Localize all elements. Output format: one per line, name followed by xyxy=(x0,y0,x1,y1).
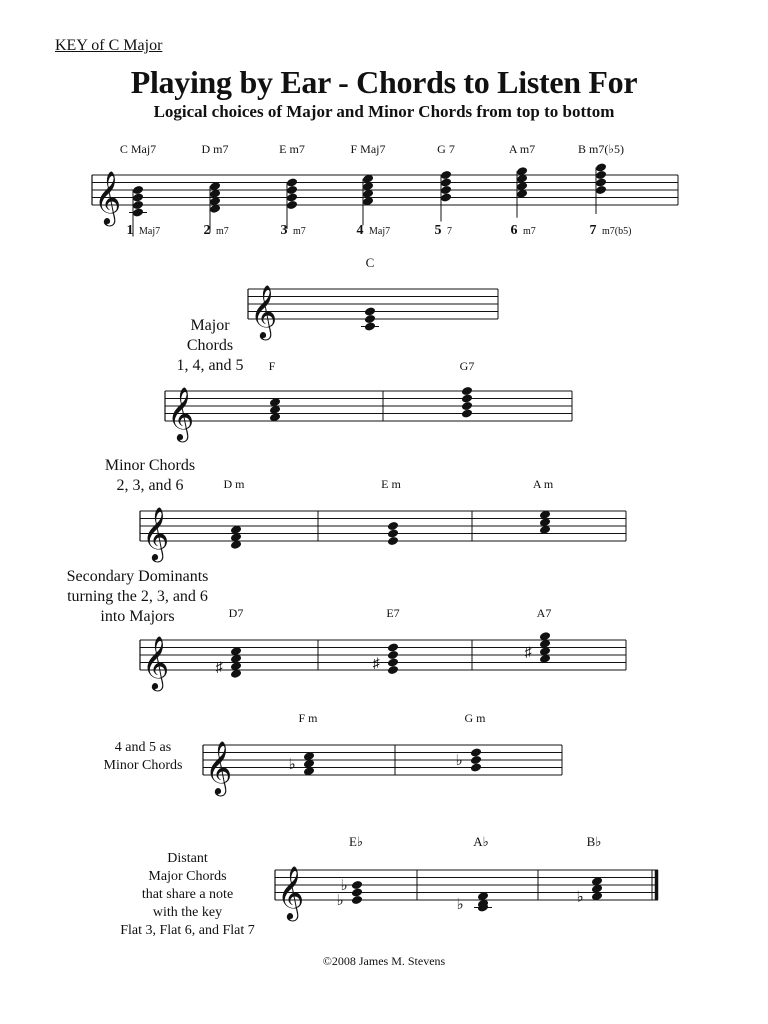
staves xyxy=(92,162,678,921)
notehead xyxy=(470,755,482,765)
label-line: Secondary Dominants xyxy=(66,568,209,585)
treble-clef-icon: 𝄞 xyxy=(277,867,305,918)
label-line: Distant xyxy=(167,851,208,866)
chord-name: C Maj7 xyxy=(119,142,157,156)
notehead xyxy=(461,408,473,418)
notehead xyxy=(286,200,298,210)
notehead xyxy=(286,192,298,202)
notehead xyxy=(132,200,144,210)
chord-name: E7 xyxy=(386,606,400,620)
scale-degree-numeral: 7 xyxy=(589,223,597,238)
notehead xyxy=(595,185,607,195)
notehead xyxy=(387,521,399,531)
notehead xyxy=(364,314,376,324)
chord-name: E♭ xyxy=(348,834,364,849)
label-line: Major Chords xyxy=(148,869,227,884)
chord xyxy=(456,891,492,913)
chord-quality: Maj7 xyxy=(369,226,391,237)
minor45-chord-names xyxy=(298,711,486,725)
chord-name: D m xyxy=(223,477,245,491)
chord-quality: Maj7 xyxy=(139,226,161,237)
notehead xyxy=(461,386,473,396)
page-subtitle: Logical choices of Major and Minor Chords from top to bottom xyxy=(153,102,615,121)
chord xyxy=(288,751,315,776)
staff xyxy=(203,741,562,796)
sharp-icon: ♯ xyxy=(215,660,223,676)
label-line: into Majors xyxy=(100,608,175,625)
label-line: Minor Chords xyxy=(104,457,196,474)
notehead xyxy=(387,665,399,675)
page-title: Playing by Ear - Chords to Listen For xyxy=(130,64,638,100)
chord-name: A♭ xyxy=(473,834,489,849)
chord-name: D7 xyxy=(228,606,244,620)
chord-quality: m7(b5) xyxy=(602,226,632,237)
chord xyxy=(576,876,603,905)
treble-clef-icon: 𝄞 xyxy=(94,172,122,223)
label-line: Flat 3, Flat 6, and Flat 7 xyxy=(120,923,255,938)
notehead xyxy=(132,192,144,202)
notehead xyxy=(440,185,452,195)
chord-quality: m7 xyxy=(293,226,306,237)
chord xyxy=(516,166,528,218)
chord xyxy=(595,162,607,214)
treble-clef-icon: 𝄞 xyxy=(250,286,278,337)
flat-icon: ♭ xyxy=(340,878,348,894)
chord-quality: m7 xyxy=(216,226,229,237)
distant-chord-names xyxy=(349,834,601,849)
notehead xyxy=(595,170,607,180)
notehead xyxy=(440,192,452,202)
chord-name: G 7 xyxy=(437,142,455,156)
diatonic-chord-names xyxy=(120,142,624,156)
notehead xyxy=(132,185,144,195)
staff xyxy=(165,386,572,442)
flat-icon: ♭ xyxy=(576,889,584,906)
notehead xyxy=(470,747,482,757)
chord-name: G m xyxy=(464,711,486,725)
notehead xyxy=(286,177,298,187)
sharp-icon: ♯ xyxy=(524,645,532,661)
diatonic-numerals xyxy=(127,223,632,238)
flat-icon: ♭ xyxy=(455,753,463,769)
notehead xyxy=(470,762,482,772)
treble-clef-icon: 𝄞 xyxy=(142,508,170,559)
chord-name: G7 xyxy=(459,359,475,373)
notehead xyxy=(364,306,376,316)
chord-name: A7 xyxy=(536,606,552,620)
notehead xyxy=(461,401,473,411)
chord-name: D m7 xyxy=(201,142,229,156)
chord xyxy=(362,174,374,226)
label-line: that share a note xyxy=(141,887,234,902)
secondary-chord-names xyxy=(229,606,552,620)
treble-clef-icon: 𝄞 xyxy=(167,388,195,439)
sharp-icon: ♯ xyxy=(372,656,380,672)
chord-name: F m xyxy=(298,711,318,725)
chord-quality: m7 xyxy=(523,226,536,237)
treble-clef-icon: 𝄞 xyxy=(205,742,233,793)
chord-name: F Maj7 xyxy=(350,142,386,156)
notehead xyxy=(461,393,473,403)
scale-degree-numeral: 1 xyxy=(126,223,134,238)
chord xyxy=(440,170,452,222)
chord xyxy=(269,397,281,422)
chord-name: A m xyxy=(532,477,554,491)
chord xyxy=(336,878,363,909)
scale-degree-numeral: 6 xyxy=(510,223,518,238)
staff xyxy=(275,866,658,921)
notehead xyxy=(351,895,363,905)
notehead xyxy=(286,185,298,195)
notehead xyxy=(595,177,607,187)
label-line: 1, 4, and 5 xyxy=(176,357,244,374)
notehead xyxy=(132,207,144,217)
flat-icon: ♭ xyxy=(336,893,344,909)
notehead xyxy=(387,642,399,652)
notehead xyxy=(440,170,452,180)
staff xyxy=(140,631,626,691)
chord-name: C xyxy=(365,255,375,270)
chord-name: E m7 xyxy=(279,142,305,156)
chord xyxy=(461,386,473,419)
chord-name: E m xyxy=(381,477,401,491)
scale-degree-numeral: 2 xyxy=(203,223,211,238)
label-line: Major xyxy=(190,317,230,334)
chord xyxy=(286,177,298,229)
chord xyxy=(230,525,242,550)
label-line: Chords xyxy=(186,337,234,354)
notehead xyxy=(595,162,607,172)
chord xyxy=(387,521,399,546)
label-line: 4 and 5 as xyxy=(114,740,172,755)
staff xyxy=(248,285,498,340)
key-label: KEY of C Major xyxy=(55,37,163,54)
minor-chord-names xyxy=(224,477,554,491)
chord-quality: 7 xyxy=(447,226,452,237)
chord-name: B m7(♭5) xyxy=(578,142,624,156)
notehead xyxy=(387,650,399,660)
treble-clef-icon: 𝄞 xyxy=(142,637,170,688)
label-line: turning the 2, 3, and 6 xyxy=(67,588,208,605)
notehead xyxy=(351,887,363,897)
label-line: Minor Chords xyxy=(103,758,183,773)
scale-degree-numeral: 5 xyxy=(434,223,442,238)
notehead xyxy=(387,536,399,546)
notehead xyxy=(387,657,399,667)
chord xyxy=(209,181,221,233)
copyright: ©2008 James M. Stevens xyxy=(322,954,446,968)
notehead xyxy=(440,177,452,187)
label-line: 2, 3, and 6 xyxy=(116,477,184,494)
staff xyxy=(140,507,626,562)
chord-name: A m7 xyxy=(508,142,536,156)
notehead xyxy=(351,880,363,890)
notehead xyxy=(364,321,376,331)
scale-degree-numeral: 4 xyxy=(356,223,364,238)
chord-name: B♭ xyxy=(586,834,602,849)
chord xyxy=(539,510,551,535)
label-line: with the key xyxy=(152,905,223,920)
notehead xyxy=(387,528,399,538)
chord-name: F xyxy=(268,359,276,373)
flat-icon: ♭ xyxy=(456,896,464,913)
scale-degree-numeral: 3 xyxy=(280,223,288,238)
flat-icon: ♭ xyxy=(288,756,296,773)
